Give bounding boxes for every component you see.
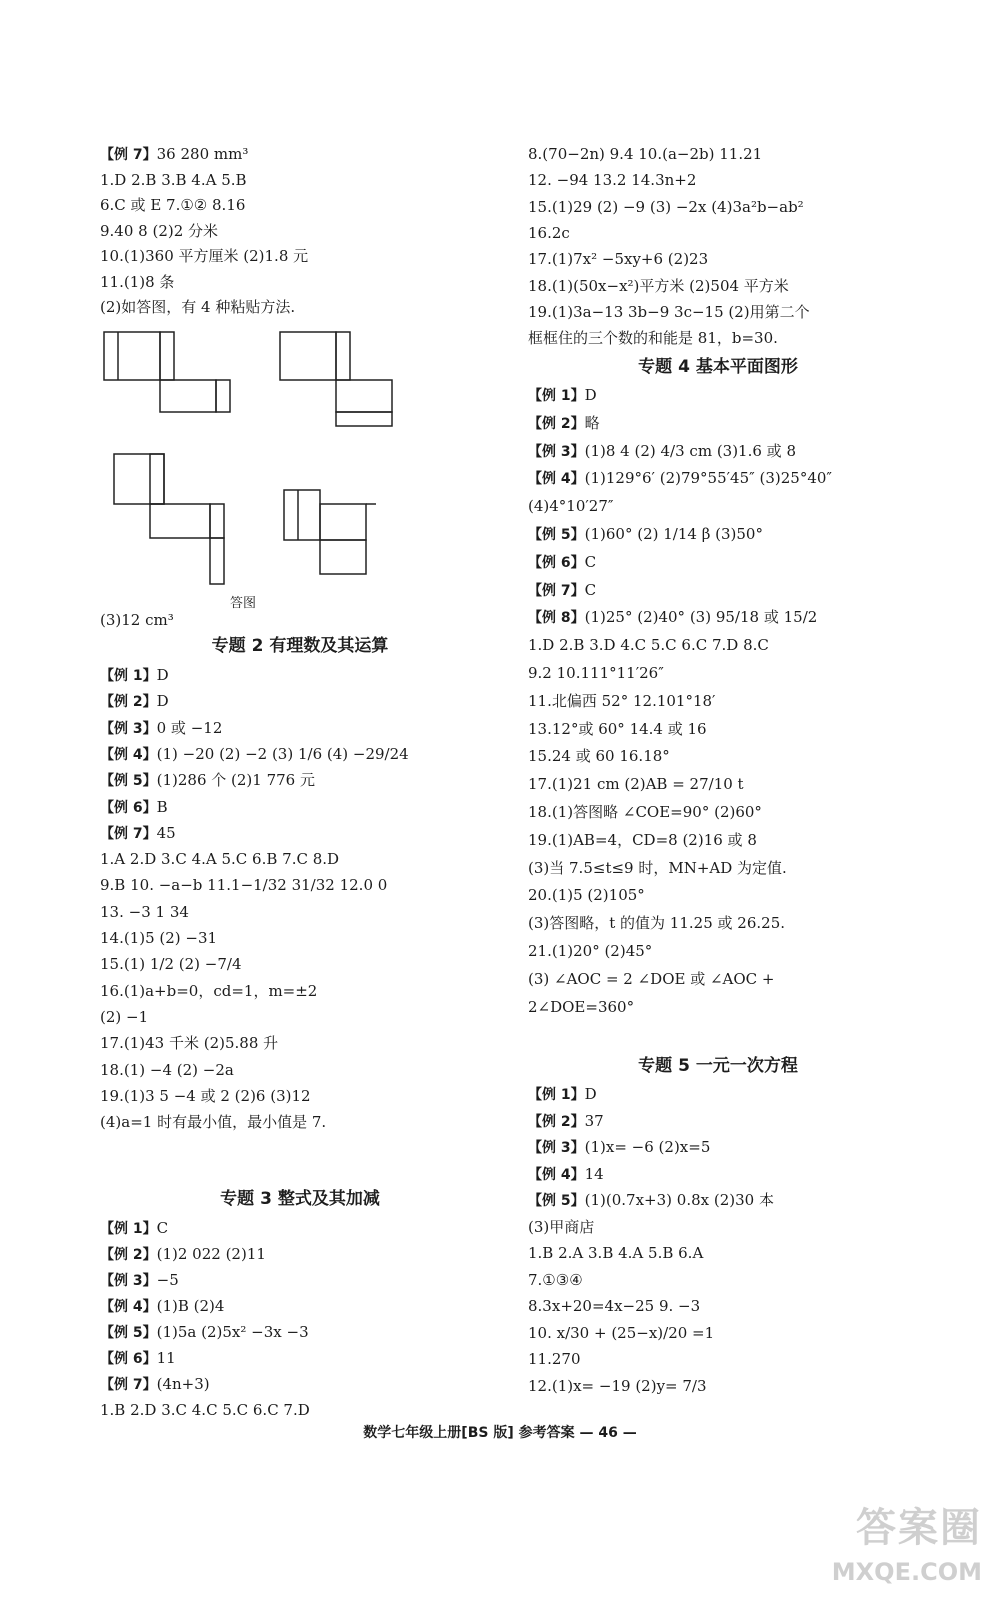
answer-line	[100, 770, 315, 791]
answer-text: 17.(1)43 千米 (2)5.88 升	[100, 1034, 279, 1053]
answer-text: 14.(1)5 (2) −31	[100, 929, 218, 947]
watermark-url: MXQE.COM	[831, 1558, 982, 1586]
answer-line	[528, 1376, 707, 1396]
answer-line	[100, 797, 168, 818]
answer-line	[528, 468, 832, 489]
answer-text: (3) ∠AOC = 2 ∠DOE 或 ∠AOC +	[528, 969, 775, 988]
example-label: 【例 4】	[100, 746, 157, 763]
section-heading-4: 专题 4 基本平面图形	[638, 357, 798, 377]
answer-line	[528, 1243, 703, 1263]
answer-text: 9.2 10.111°11′26″	[528, 664, 664, 682]
answer-line	[528, 552, 596, 573]
answer-line	[528, 223, 570, 243]
answer-line	[528, 746, 670, 766]
answer-text: 2∠DOE=360°	[528, 997, 635, 1016]
answer-line	[100, 246, 308, 266]
answer-line	[528, 496, 613, 516]
net-diagrams	[100, 330, 500, 620]
answer-line	[100, 1400, 310, 1420]
answer-text: 11.(1)8 条	[100, 272, 175, 291]
example-label: 【例 6】	[100, 799, 157, 816]
answer-line	[528, 858, 787, 878]
answer-line	[528, 385, 597, 406]
answer-line	[528, 997, 634, 1017]
answer-text: C	[584, 552, 597, 571]
answer-text: 8.3x+20=4x−25 9. −3	[528, 1297, 701, 1315]
example-label: 【例 1】	[528, 1087, 585, 1103]
answer-line	[100, 981, 317, 1001]
answer-text: 6.C 或 E 7.①② 8.16	[100, 196, 246, 214]
answer-line	[100, 170, 247, 190]
answer-text: C	[584, 580, 597, 599]
answer-line	[528, 1270, 583, 1290]
answer-line	[528, 1296, 700, 1316]
answer-text: 1.D 2.B 3.B 4.A 5.B	[100, 170, 247, 189]
answer-line	[100, 1270, 179, 1291]
answer-text: 13.12°或 60° 14.4 或 16	[528, 719, 707, 738]
net-4	[284, 490, 376, 574]
answer-text: 11.270	[528, 1350, 581, 1368]
answer-text: −5	[156, 1271, 179, 1289]
answer-text: 11	[156, 1349, 176, 1367]
answer-line	[528, 580, 596, 601]
answer-line	[100, 1296, 224, 1317]
answer-text: D	[584, 386, 597, 404]
answer-text: 1.B 2.A 3.B 4.A 5.B 6.A	[528, 1244, 704, 1262]
answer-text: (1) −20 (2) −2 (3) 1/6 (4) −29/24	[156, 744, 409, 763]
answer-text: 9.B 10. −a−b 11.1−1/32 31/32 12.0 0	[100, 876, 388, 895]
answer-text: 37	[584, 1111, 604, 1130]
example-label: 【例 4】	[528, 1166, 585, 1183]
answer-text: 18.(1) −4 (2) −2a	[100, 1060, 234, 1079]
answer-text: (1)(0.7x+3) 0.8x (2)30 本	[584, 1191, 774, 1209]
answer-text: (1)2 022 (2)11	[156, 1245, 266, 1263]
answer-text: 13. −3 1 34	[100, 902, 189, 921]
net-2	[280, 332, 392, 426]
watermark	[802, 1496, 982, 1586]
answer-line	[528, 524, 763, 545]
example-label: 【例 5】	[100, 773, 157, 790]
answer-line	[528, 197, 804, 217]
example-label: 【例 4】	[528, 471, 585, 488]
example-label: 【例 5】	[528, 1193, 585, 1209]
answer-line	[528, 413, 600, 434]
answer-text: 框框住的三个数的和能是 81，b=30.	[528, 329, 778, 348]
answer-line	[100, 744, 409, 765]
answer-text: 18.(1)(50x−x²)平方米 (2)504 平方米	[528, 276, 789, 295]
answer-line	[100, 1007, 148, 1027]
answer-line	[528, 663, 664, 683]
answer-text: 10.(1)360 平方厘米 (2)1.8 元	[100, 247, 309, 265]
answer-text: 12. −94 13.2 14.3n+2	[528, 171, 697, 190]
answer-line	[528, 1217, 594, 1237]
answer-text: D	[156, 666, 169, 684]
answer-text: B	[156, 797, 168, 816]
answer-text: D	[584, 1085, 597, 1103]
example-label: 【例 5】	[528, 527, 585, 543]
answer-text: 16.(1)a+b=0，cd=1，m=±2	[100, 981, 318, 1000]
answer-text: 21.(1)20° (2)45°	[528, 942, 653, 960]
answer-line	[528, 1137, 710, 1158]
answer-line	[528, 328, 778, 348]
answer-text: 18.(1)答图略 ∠COE=90° (2)60°	[528, 803, 762, 821]
answer-text: 17.(1)21 cm (2)AB = 27/10 t	[528, 775, 744, 794]
answer-text: (3)当 7.5≤t≤9 时，MN+AD 为定值.	[528, 858, 787, 877]
answer-line	[100, 297, 295, 317]
example-label: 【例 7】	[100, 147, 157, 163]
answer-line	[528, 1349, 581, 1369]
answer-line	[100, 1218, 168, 1239]
example-label: 【例 3】	[528, 443, 585, 460]
answer-text: 45	[156, 823, 176, 842]
answer-text: 14	[584, 1164, 604, 1183]
answer-line	[100, 928, 217, 948]
answer-text: 19.(1)3a−13 3b−9 3c−15 (2)用第二个	[528, 302, 810, 321]
answer-line	[100, 195, 245, 215]
answer-line	[528, 607, 817, 628]
section-heading-2: 专题 2 有理数及其运算	[211, 636, 389, 656]
answer-line	[528, 144, 762, 164]
answer-text: 19.(1)3 5 −4 或 2 (2)6 (3)12	[100, 1086, 311, 1105]
answer-line	[528, 170, 696, 190]
answer-text: (1)8 4 (2) 4/3 cm (3)1.6 或 8	[584, 441, 796, 460]
example-label: 【例 8】	[528, 610, 585, 627]
answer-text: 36 280 mm³	[156, 145, 249, 163]
answer-text: 12.(1)x= −19 (2)y= 7/3	[528, 1376, 707, 1395]
answer-text: (3)答图略，t 的值为 11.25 或 26.25.	[528, 914, 786, 933]
answer-line	[100, 1060, 234, 1080]
answer-line	[100, 875, 387, 895]
answer-line	[100, 1374, 210, 1395]
answer-text: C	[156, 1219, 169, 1237]
answer-text: 1.B 2.D 3.C 4.C 5.C 6.C 7.D	[100, 1401, 310, 1419]
answer-line	[100, 1033, 278, 1053]
answer-text: 15.(1)29 (2) −9 (3) −2x (4)3a²b−ab²	[528, 197, 804, 216]
answer-text: 10. x/30 + (25−x)/20 =1	[528, 1323, 715, 1342]
answer-text: (1)129°6′ (2)79°55′45″ (3)25°40″	[584, 469, 833, 488]
answer-text: 15.24 或 60 16.18°	[528, 747, 670, 766]
answer-text: (2)如答图，有 4 种粘贴方法.	[100, 298, 296, 316]
answer-text: 略	[584, 413, 600, 432]
answer-line	[528, 1190, 774, 1211]
answer-line	[100, 665, 169, 686]
answer-line	[528, 913, 785, 933]
answer-text: 8.(70−2n) 9.4 10.(a−2b) 11.21	[528, 145, 763, 163]
answer-text: 20.(1)5 (2)105°	[528, 886, 645, 905]
answer-text: (1)60° (2) 1/14 β (3)50°	[584, 525, 763, 543]
figure-caption: 答图	[230, 596, 257, 611]
answer-text: 9.40 8 (2)2 分米	[100, 221, 219, 240]
answer-text: (4)4°10′27″	[528, 497, 614, 516]
answer-line	[528, 969, 775, 989]
example-label: 【例 1】	[528, 388, 585, 404]
answer-text: 1.D 2.B 3.D 4.C 5.C 6.C 7.D 8.C	[528, 636, 769, 655]
answer-line	[528, 941, 652, 961]
answer-text: (1)B (2)4	[156, 1297, 225, 1315]
answer-line	[528, 774, 744, 794]
answer-line	[100, 691, 169, 712]
answer-line	[528, 302, 810, 322]
example-label: 【例 3】	[100, 1273, 157, 1289]
answer-line	[100, 823, 176, 844]
answer-line	[100, 1244, 266, 1265]
answer-line	[100, 1322, 309, 1343]
answer-text: (2) −1	[100, 1007, 149, 1026]
example-label: 【例 2】	[528, 1113, 585, 1130]
answer-line	[528, 719, 707, 739]
example-label: 【例 1】	[100, 1221, 157, 1237]
example-label: 【例 2】	[100, 694, 157, 711]
answer-line	[528, 830, 757, 850]
answer-text: 11.北偏西 52° 12.101°18′	[528, 691, 716, 710]
answer-text: 16.2c	[528, 223, 570, 242]
answer-line	[100, 272, 174, 292]
answer-line	[100, 144, 248, 165]
answer-line	[528, 276, 789, 296]
example-label: 【例 3】	[100, 720, 157, 737]
page-footer: 数学七年级上册[BS 版] 参考答案 — 46 —	[363, 1425, 637, 1441]
answer-text: 19.(1)AB=4，CD=8 (2)16 或 8	[528, 830, 757, 849]
answer-line	[528, 1164, 604, 1185]
answer-text: 7.①③④	[528, 1270, 583, 1289]
answer-text: 17.(1)7x² −5xy+6 (2)23	[528, 250, 709, 269]
example-label: 【例 2】	[100, 1247, 157, 1263]
answer-text: (1)25° (2)40° (3) 95/18 或 15/2	[584, 608, 818, 627]
example-label: 【例 6】	[100, 1351, 157, 1367]
example-label: 【例 7】	[100, 825, 157, 842]
example-label: 【例 4】	[100, 1299, 157, 1315]
answer-text: (1)5a (2)5x² −3x −3	[156, 1323, 309, 1341]
answer-line	[100, 1086, 311, 1106]
answer-line	[528, 1111, 604, 1132]
answer-line	[528, 885, 645, 905]
example-label: 【例 5】	[100, 1325, 157, 1341]
answer-line	[528, 635, 769, 655]
answer-line	[528, 1323, 714, 1343]
example-label: 【例 1】	[100, 668, 157, 684]
example-label: 【例 3】	[528, 1140, 585, 1156]
answer-text: (1)x= −6 (2)x=5	[584, 1138, 711, 1156]
answer-line	[100, 1348, 176, 1369]
section-heading-5: 专题 5 一元一次方程	[638, 1056, 798, 1076]
answer-text: 0 或 −12	[156, 718, 223, 737]
answer-text: 15.(1) 1/2 (2) −7/4	[100, 955, 242, 974]
answer-figure	[100, 330, 500, 620]
answer-line	[528, 249, 708, 269]
watermark-logo: 答案圈	[856, 1505, 982, 1551]
example-label: 【例 7】	[100, 1377, 157, 1393]
answer-line	[100, 849, 339, 869]
answer-line	[528, 802, 762, 822]
answer-text: D	[156, 692, 169, 711]
answer-line	[100, 902, 189, 922]
example-label: 【例 6】	[528, 554, 585, 571]
answer-text: 1.A 2.D 3.C 4.A 5.C 6.B 7.C 8.D	[100, 850, 340, 869]
answer-text: (1)286 个 (2)1 776 元	[156, 771, 315, 790]
net-3	[114, 454, 224, 584]
answer-line	[100, 954, 242, 974]
section-heading-3: 专题 3 整式及其加减	[220, 1189, 380, 1209]
example-label: 【例 2】	[528, 415, 585, 432]
answer-line	[100, 221, 218, 241]
net-1	[104, 332, 230, 412]
answer-line	[100, 718, 222, 739]
answer-text: (3)甲商店	[528, 1217, 595, 1236]
answer-line	[528, 441, 796, 462]
example-label: 【例 7】	[528, 582, 585, 599]
answer-text: (4)a=1 时有最小值，最小值是 7.	[100, 1113, 327, 1132]
answer-line	[528, 691, 715, 711]
answer-line	[528, 1084, 597, 1105]
answer-text: (4n+3)	[156, 1375, 210, 1393]
answer-line	[100, 1112, 326, 1132]
answer-line: (3)12 cm³	[100, 611, 174, 629]
